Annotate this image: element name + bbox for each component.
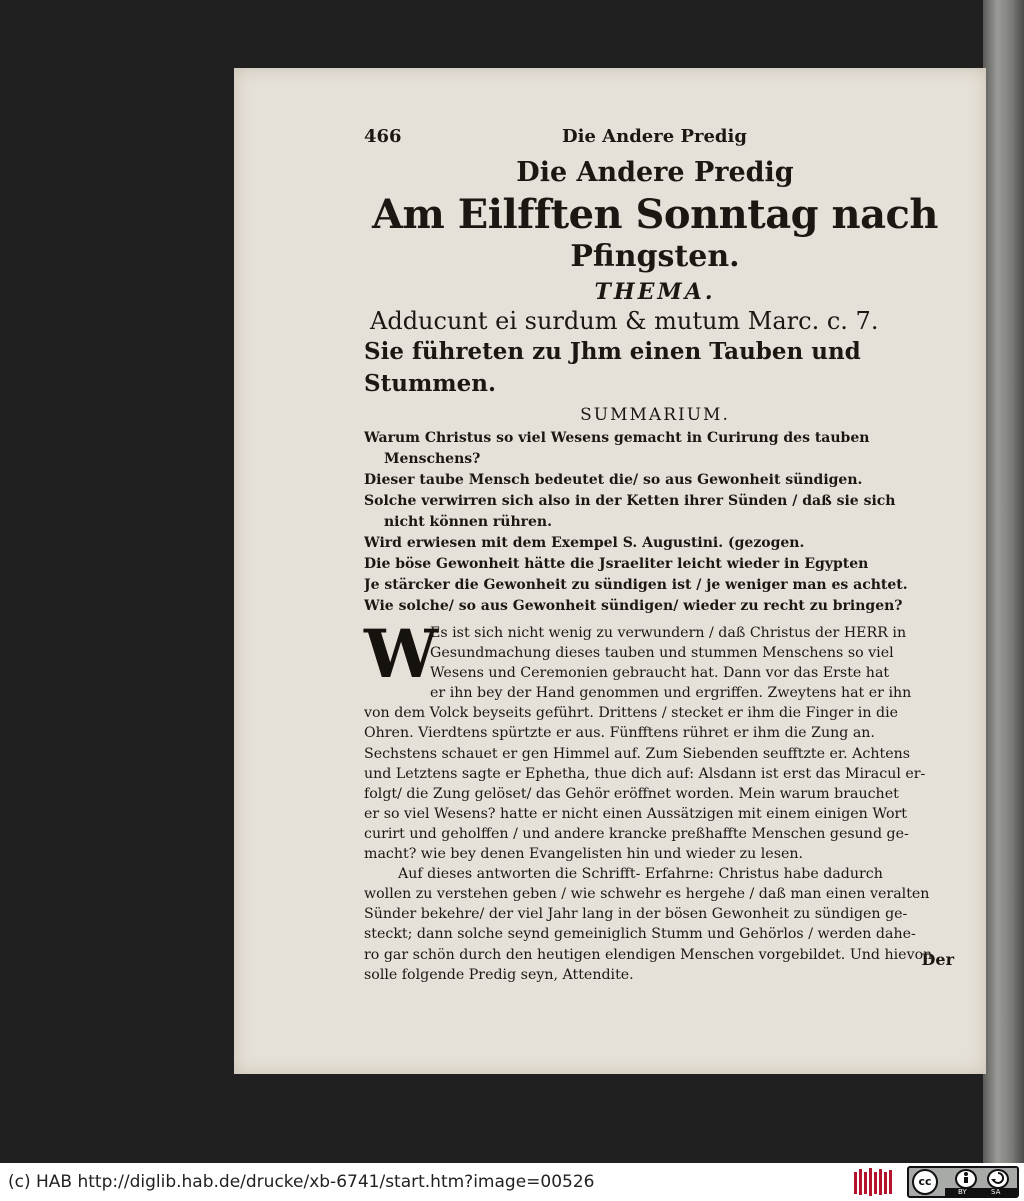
running-head: Die Andere Predig bbox=[562, 126, 747, 147]
body-line: Sünder bekehre/ der viel Jahr lang in der bösen Gewonheit zu sündigen ge- bbox=[364, 906, 908, 923]
thema-label: THEMA. bbox=[594, 279, 716, 305]
summary-list bbox=[364, 428, 946, 617]
sermon-body bbox=[364, 615, 946, 985]
hab-logo-icon[interactable] bbox=[852, 1166, 896, 1198]
summarium-label: SUMMARIUM. bbox=[580, 405, 730, 425]
share-alike-icon bbox=[987, 1169, 1009, 1189]
catchword: Der bbox=[921, 950, 954, 969]
copyright-credit[interactable]: (c) HAB http://diglib.hab.de/drucke/xb-6741/start.htm?image=00526 bbox=[8, 1172, 595, 1192]
summary-line: Menschens? bbox=[384, 451, 481, 467]
drop-cap-paragraph bbox=[364, 615, 946, 703]
page-header bbox=[364, 126, 946, 152]
summary-line: nicht können rühren. bbox=[384, 514, 552, 530]
book-fore-edge bbox=[983, 0, 1024, 1163]
body-line: macht? wie bey denen Evangelisten hin und wieder zu lesen. bbox=[364, 846, 804, 863]
page-number: 466 bbox=[364, 126, 402, 147]
summary-line: Je stärcker die Gewonheit zu sündigen ist / je weniger man es achtet. bbox=[364, 577, 908, 593]
sermon-title-line1: Die Andere Predig bbox=[516, 157, 794, 188]
cc-label-band bbox=[945, 1188, 1017, 1196]
body-line: folgt/ die Zung gelöset/ das Gehör eröffnet worden. Mein warum brauchet bbox=[364, 785, 899, 802]
latin-verse: Adducunt ei surdum & mutum Marc. c. 7. bbox=[370, 307, 879, 335]
body-line: Sechstens schauet er gen Himmel auf. Zum Siebenden seufftzte er. Achtens bbox=[364, 745, 911, 762]
german-verse: Sie führeten zu Jhm einen Tauben und Stummen. bbox=[364, 338, 861, 397]
page-text-block bbox=[364, 126, 946, 985]
summary-line: Solche verwirren sich also in der Ketten ihrer Sünden / daß sie sich bbox=[364, 493, 896, 509]
body-line: er ihn bey der Hand genommen und ergriffen. Zweytens hat er ihn bbox=[430, 685, 912, 702]
book-page bbox=[234, 68, 986, 1074]
summary-line: Die böse Gewonheit hätte die Jsraeliter leicht wieder in Egypten bbox=[364, 556, 869, 572]
body-line: Wesens und Ceremonien gebraucht hat. Dann vor das Erste hat bbox=[430, 665, 890, 682]
cc-license-badge[interactable] bbox=[907, 1166, 1019, 1198]
body-line: ro gar schön durch den heutigen elendigen Menschen vorgebildet. Und hievon bbox=[364, 946, 933, 963]
sermon-title-line3: Pfingsten. bbox=[570, 239, 740, 274]
body-line: Auf dieses antworten die Schrifft- Erfahrne: Christus habe dadurch bbox=[398, 866, 883, 883]
summary-line: Wie solche/ so aus Gewonheit sündigen/ wieder zu recht zu bringen? bbox=[364, 598, 903, 614]
summary-line: Wird erwiesen mit dem Exempel S. Augustini. (gezogen. bbox=[364, 535, 805, 551]
body-line: curirt und geholffen / und andere krancke preßhaffte Menschen gesund ge- bbox=[364, 825, 909, 842]
summary-line: Dieser taube Mensch bedeutet die/ so aus Gewonheit sündigen. bbox=[364, 472, 863, 488]
body-line: wollen zu verstehen geben / wie schwehr es hergehe / daß man einen veralten bbox=[364, 886, 930, 903]
sermon-title-line2: Am Eilfften Sonntag nach bbox=[372, 191, 938, 238]
summary-line: Warum Christus so viel Wesens gemacht in Curirung des tauben bbox=[364, 430, 870, 446]
body-line: Gesundmachung dieses tauben und stummen Menschens so viel bbox=[430, 645, 894, 662]
body-line: von dem Volck beyseits geführt. Drittens / stecket er ihm die Finger in die bbox=[364, 705, 899, 722]
body-line: und Letztens sagte er Ephetha, thue dich auf: Alsdann ist erst das Miracul er- bbox=[364, 765, 926, 782]
footer-bar bbox=[0, 1163, 1024, 1201]
cc-by-label: BY bbox=[958, 1188, 967, 1196]
person-icon bbox=[955, 1169, 977, 1189]
body-line: er so viel Wesens? hatte er nicht einen Aussätzigen mit einem einigen Wort bbox=[364, 805, 907, 822]
body-line: Es ist sich nicht wenig zu verwundern / daß Christus der HERR in bbox=[430, 625, 907, 641]
cc-sa-label: SA bbox=[991, 1188, 1001, 1196]
body-line: Ohren. Vierdtens spürtzte er aus. Fünfftens rühret er ihm die Zung an. bbox=[364, 725, 875, 742]
body-line: steckt; dann solche seynd gemeiniglich Stumm und Gehörlos / werden dahe- bbox=[364, 926, 916, 943]
body-line: solle folgende Predig seyn, Attendite. bbox=[364, 966, 634, 983]
cc-icon: cc bbox=[912, 1169, 938, 1195]
drop-cap-initial: W bbox=[364, 615, 439, 693]
